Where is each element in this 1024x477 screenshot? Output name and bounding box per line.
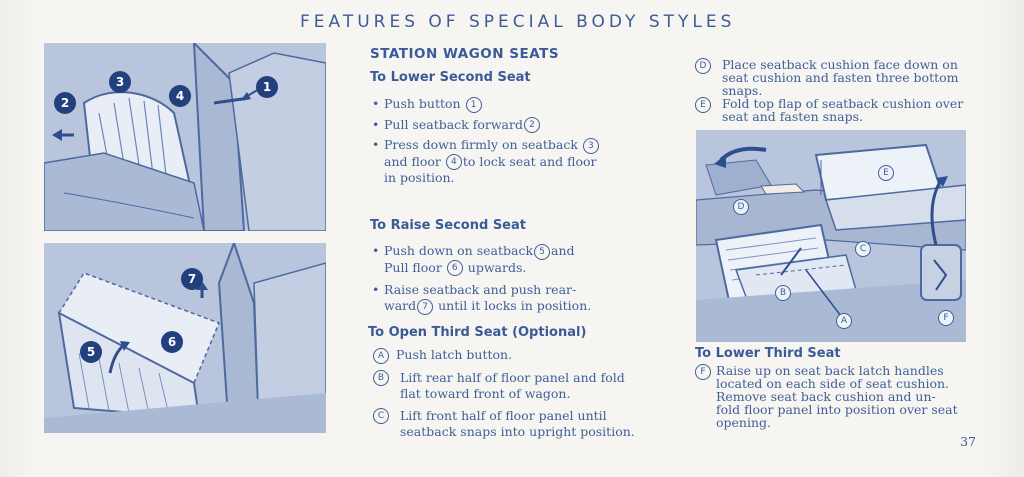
page-title: FEATURES OF SPECIAL BODY STYLES xyxy=(300,12,736,32)
step-letter-badge: B xyxy=(373,370,389,386)
callout-5 xyxy=(80,341,102,363)
callout-label: 1 xyxy=(262,80,272,94)
callout-d: D xyxy=(732,196,750,215)
callout-b: B xyxy=(774,282,792,301)
list-item: C Lift front half of floor panel until seatback snaps into upright position. xyxy=(372,408,672,440)
svg-text:3: 3 xyxy=(115,75,125,89)
illustration-third-seat xyxy=(696,130,966,342)
page-number: 37 xyxy=(960,434,976,449)
step-number-badge: 2 xyxy=(524,117,540,133)
illustration-lower-second-seat xyxy=(44,43,326,231)
callout-3 xyxy=(109,71,131,93)
step-number-badge: 6 xyxy=(447,260,463,276)
svg-text:5: 5 xyxy=(86,345,96,359)
svg-text:7: 7 xyxy=(187,272,197,286)
lower-second-seat-steps xyxy=(372,96,672,186)
step-letter-badge: C xyxy=(373,408,389,424)
callout-a: A xyxy=(835,310,853,329)
section-heading-station-wagon: STATION WAGON SEATS xyxy=(370,46,560,62)
callout-f: F xyxy=(937,307,955,326)
callout-6 xyxy=(161,331,183,353)
lower-third-seat-steps xyxy=(694,364,984,429)
open-third-seat-steps xyxy=(372,347,672,440)
step-number-badge: 5 xyxy=(534,244,550,260)
list-item: • Raise seatback and push rear- ward 7 until it locks in position. xyxy=(372,282,592,313)
step-number-badge: 4 xyxy=(446,154,462,170)
raise-second-seat-steps xyxy=(372,243,672,315)
list-item: E Fold top flap of seatback cushion over seat and fasten snaps. xyxy=(694,97,984,123)
callout-1 xyxy=(256,76,278,98)
svg-text:2: 2 xyxy=(60,96,70,110)
step-letter-badge: F xyxy=(695,364,711,380)
subheading-open-third-seat: To Open Third Seat (Optional) xyxy=(368,325,587,340)
step-letter-badge: D xyxy=(695,58,711,74)
subheading-raise-second-seat: To Raise Second Seat xyxy=(370,218,526,233)
list-item: A Push latch button. xyxy=(372,347,672,364)
list-item: • Pull seatback forward 2 xyxy=(372,117,672,134)
list-item: D Place seatback cushion face down on seat cushion and fasten three bottom snaps. xyxy=(694,58,984,97)
step-number-badge: 7 xyxy=(417,299,433,315)
callout-2 xyxy=(54,92,76,114)
third-seat-steps-d-e xyxy=(694,58,984,123)
list-item: F Raise up on seat back latch handles located on each side of seat cushion. Remove seat back cushion and un- fold floor panel into position over seat opening. xyxy=(694,364,984,429)
list-item: • Push down on seatback 5 and Pull floor 6 upwards. xyxy=(372,243,575,275)
list-item: • Press down firmly on seatback 3 and floor 4 to lock seat and floor in position. xyxy=(372,137,672,186)
callout-e: E xyxy=(877,162,895,181)
list-item: B Lift rear half of floor panel and fold flat toward front of wagon. xyxy=(372,370,672,402)
step-number-badge: 3 xyxy=(583,138,599,154)
callout-c: C xyxy=(854,238,872,257)
callout-4 xyxy=(169,85,191,107)
step-number-badge: 1 xyxy=(466,97,482,113)
subheading-lower-second-seat: To Lower Second Seat xyxy=(370,70,531,85)
svg-text:6: 6 xyxy=(167,335,177,349)
step-letter-badge: A xyxy=(373,348,389,364)
list-item: • Push button 1 xyxy=(372,96,672,113)
callout-7 xyxy=(181,268,203,290)
step-letter-badge: E xyxy=(695,97,711,113)
svg-text:4: 4 xyxy=(175,89,185,103)
subheading-lower-third-seat: To Lower Third Seat xyxy=(695,346,841,361)
illustration-raise-second-seat xyxy=(44,243,326,433)
